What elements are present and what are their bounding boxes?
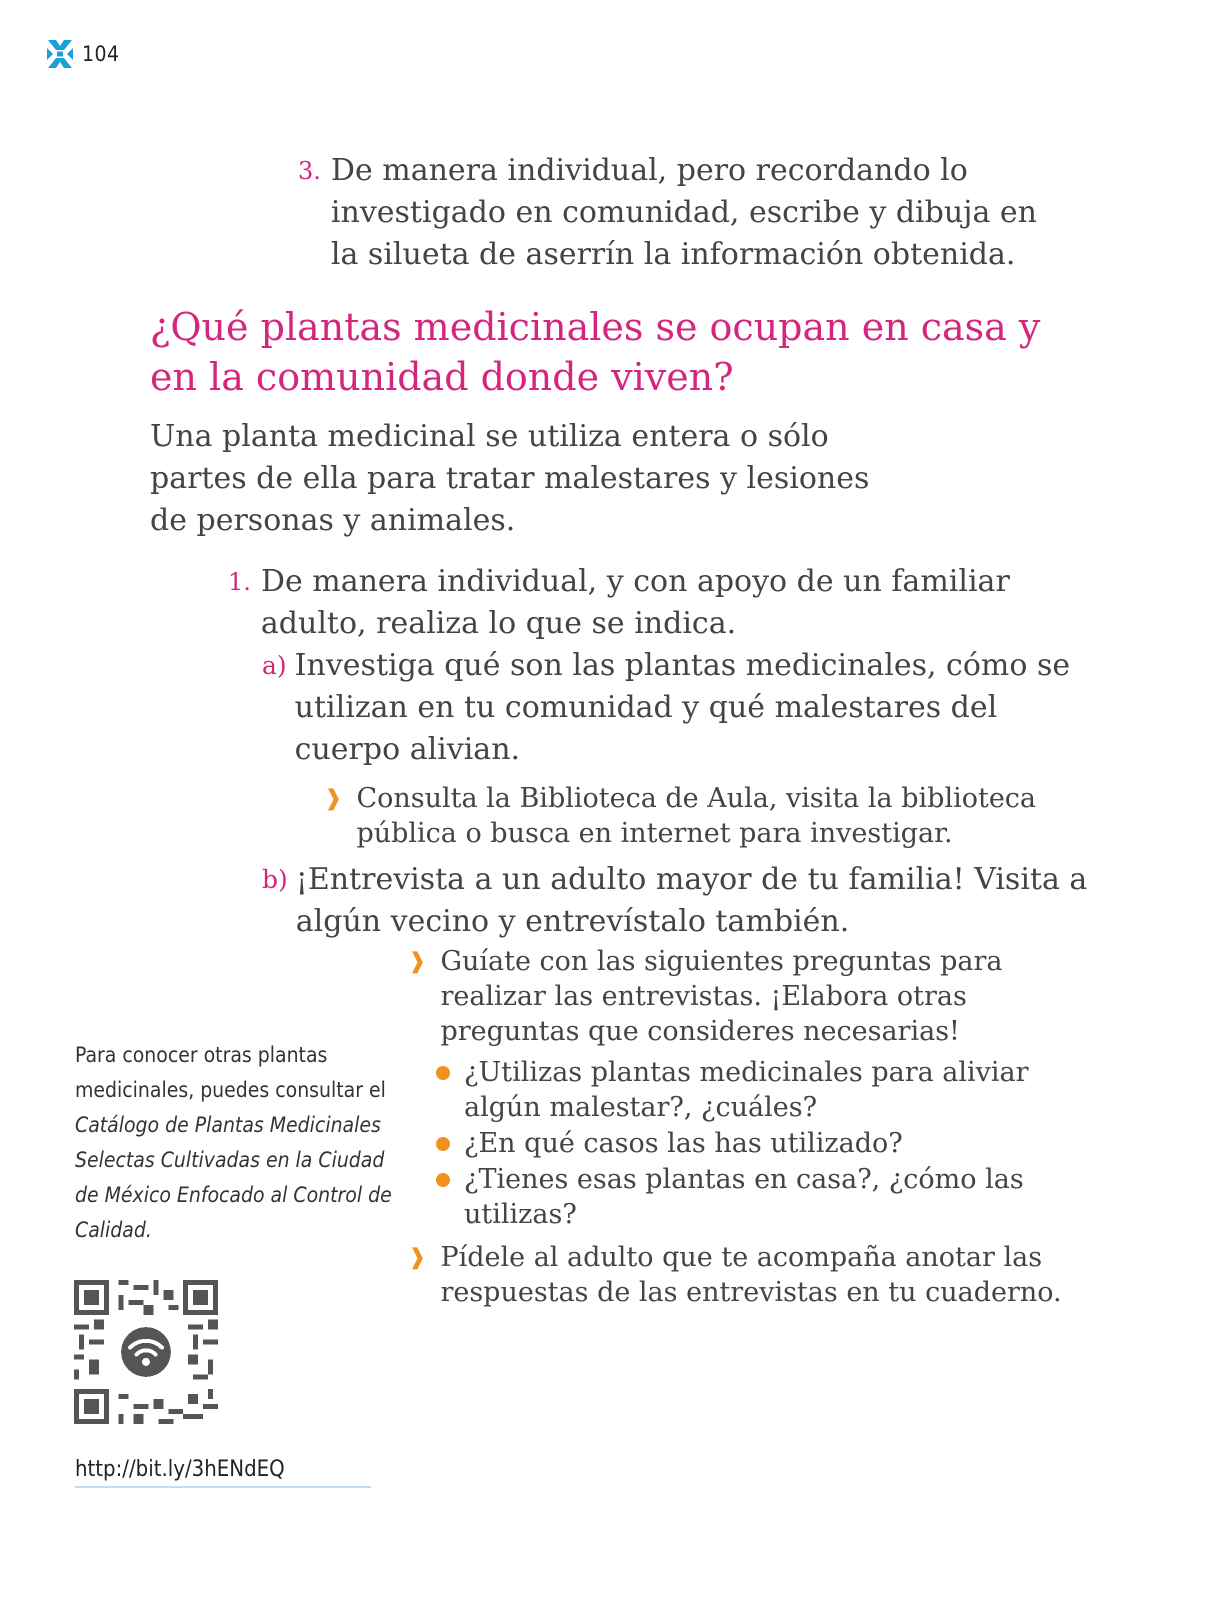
step-1a-bullet (324, 781, 1088, 851)
catalog-link[interactable]: http://bit.ly/3hENdEQ (75, 1457, 371, 1488)
step-1b-text: ¡Entrevista a un adulto mayor de tu familia! Visita a algún vecino y entrevístalo también. (295, 862, 1088, 939)
step-1a (262, 645, 1088, 771)
sidebar-note-end: . (145, 1218, 152, 1242)
step-1b-bullet-2 (408, 1240, 1068, 1310)
question-text: ¿Tienes esas plantas en casa?, ¿cómo las utilizas? (464, 1164, 1024, 1230)
question-text: ¿Utilizas plantas medicinales para aliviar algún malestar?, ¿cuáles? (464, 1057, 1029, 1123)
step-3-number: 3. (298, 157, 321, 185)
list-item (436, 1055, 1068, 1125)
sidebar-note (75, 1038, 395, 1248)
step-1b-bullet-1-text: Guíate con las siguientes preguntas para realizar las entrevistas. ¡Elabora otras preguntas que consideres necesarias! (440, 946, 1003, 1047)
catalog-title: Catálogo de Plantas Medicinales Selectas Cultivadas en la Ciudad de México Enfocado al Control de Calidad (75, 1113, 392, 1242)
step-1a-bullet-text: Consulta la Biblioteca de Aula, visita la biblioteca pública o busca en internet para investigar. (356, 783, 1037, 849)
sidebar-note-text: Para conocer otras plantas medicinales, puedes consultar el (75, 1043, 386, 1102)
step-1b-bullet-2-text: Pídele al adulto que te acompaña anotar las respuestas de las entrevistas en tu cuaderno. (440, 1242, 1062, 1308)
qr-code-icon[interactable] (74, 1280, 218, 1424)
page-number-block (46, 38, 120, 70)
step-1b-letter: b) (262, 865, 288, 894)
chevron-right-icon: ❱ (408, 949, 427, 974)
step-1-number: 1. (228, 568, 251, 596)
bullet-dot-icon (436, 1173, 450, 1187)
question-text: ¿En qué casos las has utilizado? (464, 1128, 903, 1159)
bullet-dot-icon (436, 1066, 450, 1080)
step-1a-text: Investiga qué son las plantas medicinales, cómo se utilizan en tu comunidad y qué malestares del cuerpo alivian. (294, 648, 1071, 767)
step-1b (262, 859, 1088, 943)
list-item (436, 1162, 1068, 1232)
step-1a-bullet-wrap (290, 781, 1088, 851)
section-heading: ¿Qué plantas medicinales se ocupan en casa y en la comunidad donde viven? (150, 305, 1041, 399)
textbook-logo-icon (46, 38, 74, 70)
page-number: 104 (82, 42, 120, 66)
step-1 (228, 561, 1088, 943)
step-1-main (228, 561, 1088, 645)
list-item (436, 1126, 1068, 1161)
bullet-dot-icon (436, 1137, 450, 1151)
chevron-right-icon: ❱ (408, 1245, 427, 1270)
section-intro: Una planta medicinal se utiliza entera o sólo partes de ella para tratar malestares y lesiones de personas y animales. (150, 419, 870, 538)
step-1-text: De manera individual, y con apoyo de un familiar adulto, realiza lo que se indica. (260, 564, 1010, 641)
step-3 (298, 150, 1058, 276)
step-3-text: De manera individual, pero recordando lo investigado en comunidad, escribe y dibuja en la silueta de aserrín la información obtenida. (330, 153, 1037, 272)
chevron-right-icon: ❱ (324, 786, 343, 811)
interview-instructions (408, 944, 1068, 1310)
step-1a-letter: a) (262, 651, 287, 680)
step-1b-bullet-1 (408, 944, 1068, 1049)
question-list (436, 1055, 1068, 1232)
